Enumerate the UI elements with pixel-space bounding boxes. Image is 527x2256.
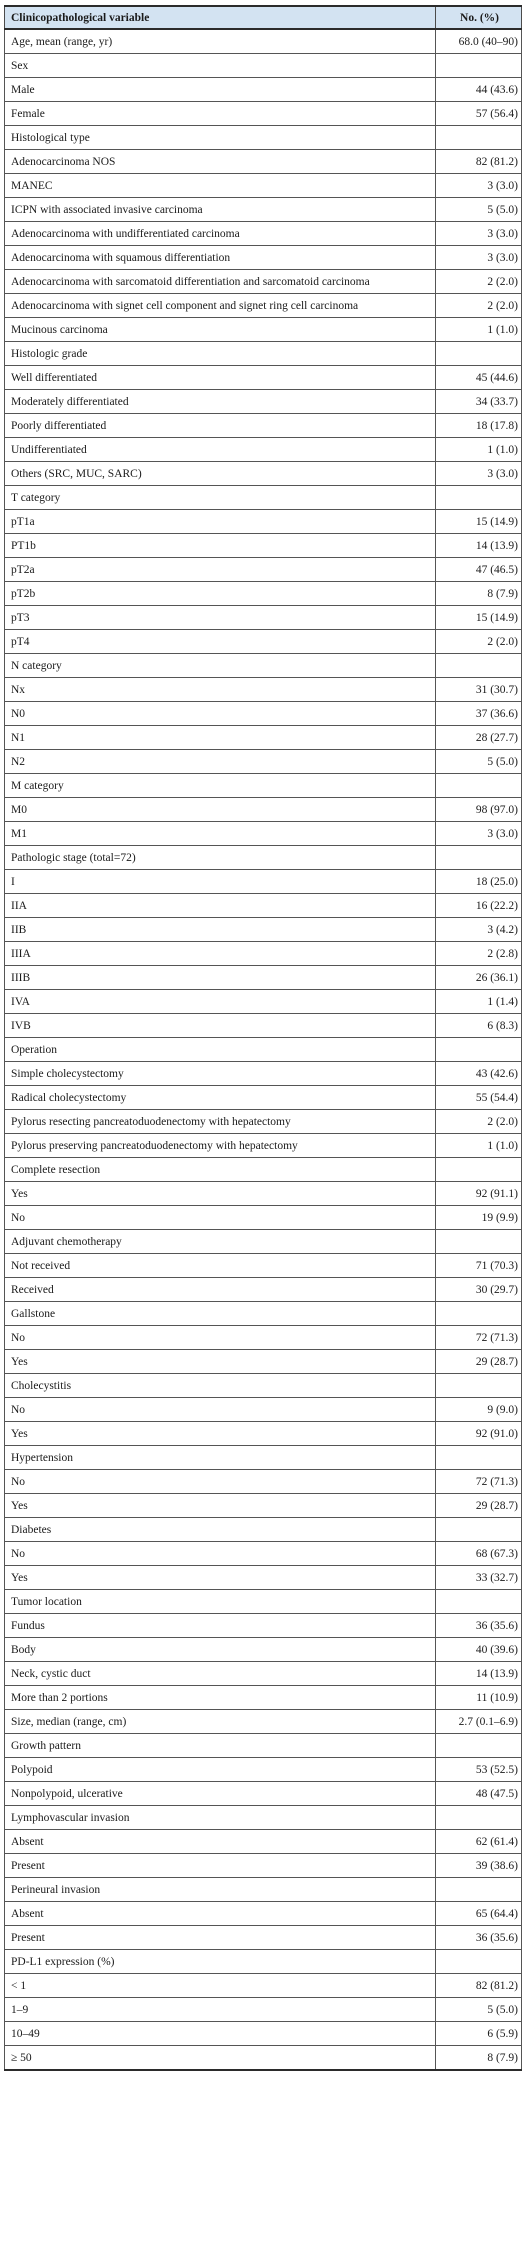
count-cell (436, 1518, 522, 1542)
variable-cell: Diabetes (5, 1518, 436, 1542)
variable-cell: PT1b (5, 534, 436, 558)
count-cell (436, 846, 522, 870)
variable-cell: IVA (5, 990, 436, 1014)
count-cell: 68 (67.3) (436, 1542, 522, 1566)
variable-cell: Absent (5, 1830, 436, 1854)
variable-cell: Poorly differentiated (5, 414, 436, 438)
variable-cell: Adenocarcinoma with signet cell component and signet ring cell carcinoma (5, 294, 436, 318)
variable-cell: Histologic grade (5, 342, 436, 366)
table-row (5, 534, 522, 558)
table-row (5, 1278, 522, 1302)
table-row (5, 1854, 522, 1878)
column-header-variable: Clinicopathological variable (5, 6, 436, 29)
variable-cell: IIB (5, 918, 436, 942)
count-cell: 62 (61.4) (436, 1830, 522, 1854)
variable-cell: Gallstone (5, 1302, 436, 1326)
count-cell: 3 (3.0) (436, 822, 522, 846)
variable-cell: IIIA (5, 942, 436, 966)
count-cell: 45 (44.6) (436, 366, 522, 390)
table-row (5, 1518, 522, 1542)
variable-cell: Cholecystitis (5, 1374, 436, 1398)
table-row (5, 222, 522, 246)
variable-cell: Present (5, 1926, 436, 1950)
table-row (5, 654, 522, 678)
variable-cell: More than 2 portions (5, 1686, 436, 1710)
table-row (5, 1134, 522, 1158)
variable-cell: Well differentiated (5, 366, 436, 390)
count-cell: 47 (46.5) (436, 558, 522, 582)
table-row (5, 1374, 522, 1398)
table-row (5, 1950, 522, 1974)
variable-cell: MANEC (5, 174, 436, 198)
table-row (5, 750, 522, 774)
count-cell: 65 (64.4) (436, 1902, 522, 1926)
variable-cell: Adenocarcinoma with squamous differentiation (5, 246, 436, 270)
variable-cell: Mucinous carcinoma (5, 318, 436, 342)
count-cell: 36 (35.6) (436, 1614, 522, 1638)
table-row (5, 414, 522, 438)
variable-cell: No (5, 1542, 436, 1566)
table-row (5, 894, 522, 918)
count-cell: 19 (9.9) (436, 1206, 522, 1230)
variable-cell: PD-L1 expression (%) (5, 1950, 436, 1974)
table-row (5, 102, 522, 126)
table-row (5, 774, 522, 798)
variable-cell: pT2a (5, 558, 436, 582)
count-cell: 1 (1.0) (436, 318, 522, 342)
count-cell: 26 (36.1) (436, 966, 522, 990)
variable-cell: No (5, 1398, 436, 1422)
table-row (5, 1110, 522, 1134)
table-row (5, 1470, 522, 1494)
count-cell (436, 654, 522, 678)
table-row (5, 1902, 522, 1926)
count-cell (436, 486, 522, 510)
variable-cell: IIA (5, 894, 436, 918)
variable-cell: Complete resection (5, 1158, 436, 1182)
count-cell (436, 1734, 522, 1758)
table-row (5, 678, 522, 702)
table-row (5, 918, 522, 942)
count-cell: 3 (4.2) (436, 918, 522, 942)
table-row (5, 2022, 522, 2046)
table-row (5, 1158, 522, 1182)
variable-cell: Histological type (5, 126, 436, 150)
table-row (5, 1350, 522, 1374)
count-cell: 53 (52.5) (436, 1758, 522, 1782)
variable-cell: Received (5, 1278, 436, 1302)
variable-cell: pT2b (5, 582, 436, 606)
table-row (5, 582, 522, 606)
count-cell: 82 (81.2) (436, 1974, 522, 1998)
count-cell (436, 54, 522, 78)
variable-cell: Undifferentiated (5, 438, 436, 462)
variable-cell: Pylorus resecting pancreatoduodenectomy with hepatectomy (5, 1110, 436, 1134)
table-container (4, 5, 521, 2071)
variable-cell: Fundus (5, 1614, 436, 1638)
variable-cell: N category (5, 654, 436, 678)
count-cell (436, 342, 522, 366)
variable-cell: T category (5, 486, 436, 510)
count-cell: 16 (22.2) (436, 894, 522, 918)
count-cell (436, 1230, 522, 1254)
count-cell: 1 (1.4) (436, 990, 522, 1014)
variable-cell: Sex (5, 54, 436, 78)
variable-cell: M1 (5, 822, 436, 846)
table-row (5, 150, 522, 174)
table-row (5, 726, 522, 750)
variable-cell: pT1a (5, 510, 436, 534)
count-cell: 9 (9.0) (436, 1398, 522, 1422)
variable-cell: Perineural invasion (5, 1878, 436, 1902)
table-row (5, 1710, 522, 1734)
table-row (5, 1614, 522, 1638)
variable-cell: Yes (5, 1566, 436, 1590)
count-cell: 98 (97.0) (436, 798, 522, 822)
count-cell: 3 (3.0) (436, 222, 522, 246)
count-cell: 29 (28.7) (436, 1494, 522, 1518)
count-cell (436, 1302, 522, 1326)
count-cell: 3 (3.0) (436, 246, 522, 270)
table-row (5, 294, 522, 318)
count-cell: 8 (7.9) (436, 2046, 522, 2071)
count-cell: 1 (1.0) (436, 1134, 522, 1158)
table-row (5, 1590, 522, 1614)
count-cell (436, 774, 522, 798)
table-row (5, 1974, 522, 1998)
table-row (5, 174, 522, 198)
variable-cell: Lymphovascular invasion (5, 1806, 436, 1830)
variable-cell: Adenocarcinoma with undifferentiated carcinoma (5, 222, 436, 246)
column-header-count: No. (%) (436, 6, 522, 29)
table-row (5, 246, 522, 270)
table-row (5, 606, 522, 630)
table-row (5, 1230, 522, 1254)
table-row (5, 822, 522, 846)
table-row (5, 390, 522, 414)
table-row (5, 1566, 522, 1590)
count-cell (436, 126, 522, 150)
variable-cell: pT4 (5, 630, 436, 654)
variable-cell: No (5, 1326, 436, 1350)
count-cell: 5 (5.0) (436, 1998, 522, 2022)
count-cell: 18 (25.0) (436, 870, 522, 894)
count-cell: 37 (36.6) (436, 702, 522, 726)
variable-cell: Simple cholecystectomy (5, 1062, 436, 1086)
table-row (5, 198, 522, 222)
count-cell: 44 (43.6) (436, 78, 522, 102)
table-row (5, 990, 522, 1014)
variable-cell: Adenocarcinoma with sarcomatoid differentiation and sarcomatoid carcinoma (5, 270, 436, 294)
table-row (5, 366, 522, 390)
variable-cell: Adjuvant chemotherapy (5, 1230, 436, 1254)
count-cell: 28 (27.7) (436, 726, 522, 750)
count-cell: 14 (13.9) (436, 1662, 522, 1686)
count-cell: 3 (3.0) (436, 174, 522, 198)
variable-cell: M category (5, 774, 436, 798)
count-cell: 36 (35.6) (436, 1926, 522, 1950)
count-cell: 34 (33.7) (436, 390, 522, 414)
table-row (5, 1182, 522, 1206)
count-cell: 5 (5.0) (436, 198, 522, 222)
table-row (5, 78, 522, 102)
variable-cell: Yes (5, 1494, 436, 1518)
variable-cell: Moderately differentiated (5, 390, 436, 414)
count-cell (436, 1590, 522, 1614)
count-cell (436, 1950, 522, 1974)
table-row (5, 702, 522, 726)
variable-cell: Neck, cystic duct (5, 1662, 436, 1686)
count-cell: 1 (1.0) (436, 438, 522, 462)
count-cell: 72 (71.3) (436, 1470, 522, 1494)
table-row (5, 1830, 522, 1854)
variable-cell: Present (5, 1854, 436, 1878)
count-cell (436, 1806, 522, 1830)
table-row (5, 966, 522, 990)
variable-cell: I (5, 870, 436, 894)
variable-cell: M0 (5, 798, 436, 822)
variable-cell: Age, mean (range, yr) (5, 29, 436, 54)
count-cell: 71 (70.3) (436, 1254, 522, 1278)
count-cell: 57 (56.4) (436, 102, 522, 126)
table-row (5, 54, 522, 78)
variable-cell: Growth pattern (5, 1734, 436, 1758)
count-cell: 29 (28.7) (436, 1350, 522, 1374)
table-row (5, 462, 522, 486)
count-cell: 2 (2.0) (436, 630, 522, 654)
variable-cell: Polypoid (5, 1758, 436, 1782)
variable-cell: Operation (5, 1038, 436, 1062)
variable-cell: Not received (5, 1254, 436, 1278)
table-row (5, 2046, 522, 2071)
count-cell: 2 (2.8) (436, 942, 522, 966)
table-row (5, 1422, 522, 1446)
variable-cell: N0 (5, 702, 436, 726)
count-cell: 39 (38.6) (436, 1854, 522, 1878)
variable-cell: No (5, 1206, 436, 1230)
variable-cell: Adenocarcinoma NOS (5, 150, 436, 174)
count-cell: 40 (39.6) (436, 1638, 522, 1662)
table-row (5, 1446, 522, 1470)
table-row (5, 510, 522, 534)
count-cell (436, 1038, 522, 1062)
table-row (5, 1062, 522, 1086)
count-cell: 55 (54.4) (436, 1086, 522, 1110)
count-cell: 3 (3.0) (436, 462, 522, 486)
count-cell: 5 (5.0) (436, 750, 522, 774)
count-cell (436, 1374, 522, 1398)
table-row (5, 942, 522, 966)
count-cell: 92 (91.0) (436, 1422, 522, 1446)
variable-cell: Absent (5, 1902, 436, 1926)
count-cell: 15 (14.9) (436, 510, 522, 534)
count-cell: 82 (81.2) (436, 150, 522, 174)
count-cell: 11 (10.9) (436, 1686, 522, 1710)
variable-cell: Yes (5, 1182, 436, 1206)
table-row (5, 342, 522, 366)
count-cell: 2 (2.0) (436, 1110, 522, 1134)
table-row (5, 1998, 522, 2022)
variable-cell: Tumor location (5, 1590, 436, 1614)
count-cell: 8 (7.9) (436, 582, 522, 606)
variable-cell: ICPN with associated invasive carcinoma (5, 198, 436, 222)
count-cell: 6 (8.3) (436, 1014, 522, 1038)
count-cell (436, 1878, 522, 1902)
table-body (5, 29, 522, 2070)
count-cell: 18 (17.8) (436, 414, 522, 438)
table-row (5, 1662, 522, 1686)
table-row (5, 630, 522, 654)
table-row (5, 1302, 522, 1326)
table-row (5, 798, 522, 822)
table-row (5, 486, 522, 510)
variable-cell: Size, median (range, cm) (5, 1710, 436, 1734)
variable-cell: Pylorus preserving pancreatoduodenectomy with hepatectomy (5, 1134, 436, 1158)
variable-cell: Others (SRC, MUC, SARC) (5, 462, 436, 486)
table-row (5, 1398, 522, 1422)
variable-cell: Radical cholecystectomy (5, 1086, 436, 1110)
variable-cell: Nx (5, 678, 436, 702)
count-cell: 43 (42.6) (436, 1062, 522, 1086)
table-row (5, 438, 522, 462)
table-row (5, 1086, 522, 1110)
table-row (5, 1014, 522, 1038)
table-row (5, 1686, 522, 1710)
count-cell: 72 (71.3) (436, 1326, 522, 1350)
variable-cell: ≥ 50 (5, 2046, 436, 2071)
table-row (5, 270, 522, 294)
count-cell: 92 (91.1) (436, 1182, 522, 1206)
table-row (5, 1542, 522, 1566)
count-cell: 68.0 (40–90) (436, 29, 522, 54)
table-row (5, 1254, 522, 1278)
variable-cell: Nonpolypoid, ulcerative (5, 1782, 436, 1806)
count-cell (436, 1158, 522, 1182)
variable-cell: 1–9 (5, 1998, 436, 2022)
variable-cell: IIIB (5, 966, 436, 990)
count-cell: 14 (13.9) (436, 534, 522, 558)
variable-cell: pT3 (5, 606, 436, 630)
variable-cell: < 1 (5, 1974, 436, 1998)
table-row (5, 1758, 522, 1782)
table-row (5, 1206, 522, 1230)
count-cell: 48 (47.5) (436, 1782, 522, 1806)
table-row (5, 126, 522, 150)
table-row (5, 1734, 522, 1758)
variable-cell: Yes (5, 1350, 436, 1374)
variable-cell: N2 (5, 750, 436, 774)
count-cell: 2.7 (0.1–6.9) (436, 1710, 522, 1734)
table-header-row (5, 6, 522, 29)
table-row (5, 1638, 522, 1662)
table-row (5, 1878, 522, 1902)
count-cell: 2 (2.0) (436, 270, 522, 294)
table-row (5, 1494, 522, 1518)
clinicopathological-table (4, 5, 522, 2071)
count-cell: 2 (2.0) (436, 294, 522, 318)
count-cell: 33 (32.7) (436, 1566, 522, 1590)
table-row (5, 1038, 522, 1062)
table-row (5, 318, 522, 342)
variable-cell: No (5, 1470, 436, 1494)
table-row (5, 558, 522, 582)
variable-cell: Body (5, 1638, 436, 1662)
table-row (5, 1782, 522, 1806)
count-cell: 30 (29.7) (436, 1278, 522, 1302)
table-row (5, 29, 522, 54)
count-cell: 6 (5.9) (436, 2022, 522, 2046)
variable-cell: IVB (5, 1014, 436, 1038)
variable-cell: Male (5, 78, 436, 102)
variable-cell: Female (5, 102, 436, 126)
table-row (5, 1806, 522, 1830)
table-row (5, 846, 522, 870)
variable-cell: Hypertension (5, 1446, 436, 1470)
variable-cell: N1 (5, 726, 436, 750)
table-row (5, 870, 522, 894)
count-cell (436, 1446, 522, 1470)
table-row (5, 1926, 522, 1950)
table-row (5, 1326, 522, 1350)
variable-cell: Pathologic stage (total=72) (5, 846, 436, 870)
count-cell: 15 (14.9) (436, 606, 522, 630)
count-cell: 31 (30.7) (436, 678, 522, 702)
variable-cell: 10–49 (5, 2022, 436, 2046)
variable-cell: Yes (5, 1422, 436, 1446)
